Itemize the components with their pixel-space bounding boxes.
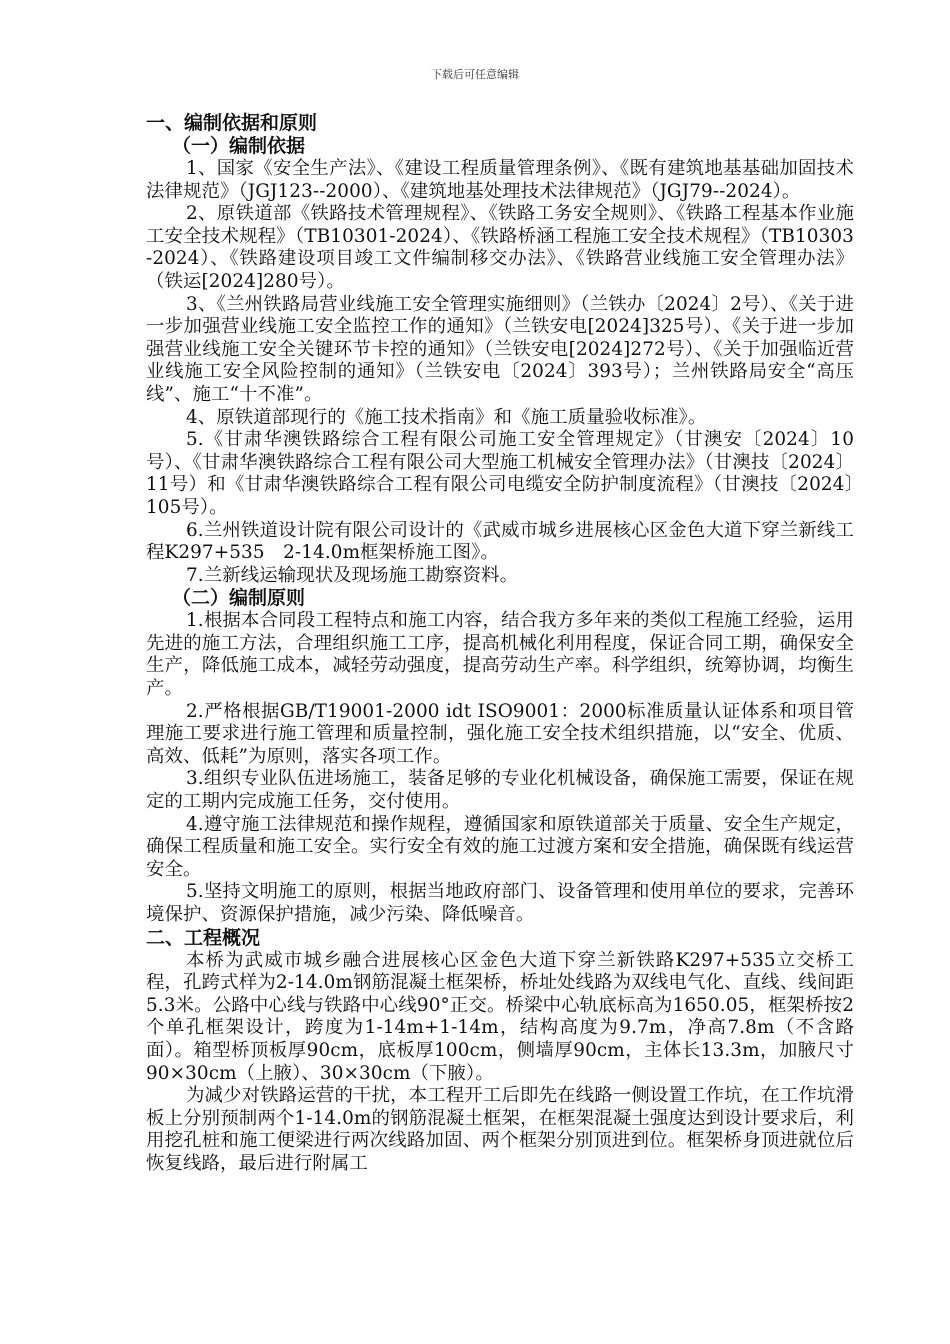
basis-item: 7.兰新线运输现状及现场施工勘察资料。 xyxy=(186,564,519,586)
principle-item: 2.严格根据GB/T19001-2000 idt ISO9001：2000标准质量认证体系和项目管理施工要求进行施工管理和质量控制，强化施工安全技术组织措施，以“安全、优质、高效、低耗”为原则，落实各项工作。 xyxy=(146,700,854,767)
overview-paragraph: 为减少对铁路运营的干扰，本工程开工后即先在线路一侧设置工作坑，在工作坑滑板上分别预制两个1-14.0m的钢筋混凝土框架，在框架混凝土强度达到设计要求后，利用挖孔桩和施工便梁进行两次线路加固、两个框架分别顶进到位。框架桥身顶进就位后恢复线路，最后进行附属工 xyxy=(146,1085,854,1174)
basis-item: 2、原铁道部《铁路技术管理规程》、《铁路工务安全规则》、《铁路工程基本作业施工安全技术规程》（TB10301-2024）、《铁路桥涵工程施工安全技术规程》（TB10303-2024）、《铁路建设项目竣工文件编制移交办法》、《铁路营业线施工安全管理办法》（铁运[2024]280号）。 xyxy=(146,203,854,292)
principle-item: 5.坚持文明施工的原则，根据当地政府部门、设备管理和使用单位的要求，完善环境保护、资源保护措施，减少污染、降低噪音。 xyxy=(146,881,854,925)
basis-item: 4、原铁道部现行的《施工技术指南》和《施工质量验收标准》。 xyxy=(186,406,707,428)
basis-item: 6.兰州铁道设计院有限公司设计的《武威市城乡进展核心区金色大道下穿兰新线工程K297+535 2-14.0m框架桥施工图》。 xyxy=(146,519,854,564)
principle-item: 4.遵守施工法律规范和操作规程，遵循国家和原铁道部关于质量、安全生产规定，确保工程质量和施工安全。实行安全有效的施工过渡方案和安全措施，确保既有线运营安全。 xyxy=(146,813,854,880)
basis-item: 5.《甘肃华澳铁路综合工程有限公司施工安全管理规定》（甘澳安〔2024〕10号）、《甘肃华澳铁路综合工程有限公司大型施工机械安全管理办法》（甘澳技〔2024〕11号）和《甘肃华澳铁路综合工程有限公司电缆安全防护制度流程》（甘澳技〔2024〕105号）。 xyxy=(146,429,854,518)
principle-item: 3.组织专业队伍进场施工，装备足够的专业化机械设备，确保施工需要，保证在规定的工期内完成施工任务，交付使用。 xyxy=(146,768,854,813)
basis-item: 1、国家《安全生产法》、《建设工程质量管理条例》、《既有建筑地基基础加固技术法律规范》（JGJ123--2000）、《建筑地基处理技术法律规范》（JGJ79--2024）。 xyxy=(146,158,854,202)
principle-item: 1.根据本合同段工程特点和施工内容，结合我方多年来的类似工程施工经验，运用先进的施工方法，合理组织施工工序，提高机械化利用程度，保证合同工期，确保安全生产，降低施工成本，减轻劳动强度，提高劳动生产率。科学组织，统筹协调，均衡生产。 xyxy=(146,610,854,700)
page-header-note: 下载后可任意编辑 xyxy=(431,68,519,81)
document-body xyxy=(146,112,854,1176)
basis-item: 3、《兰州铁路局营业线施工安全管理实施细则》（兰铁办〔2024〕2号）、《关于进一步加强营业线施工安全监控工作的通知》（兰铁安电[2024]325号）、《关于进一步加强营业线施工安全关键环节卡控的通知》（兰铁安电[2024]272号）、《关于加强临近营业线施工安全风险控制的通知》（兰铁安电〔2024〕393号）；兰州铁路局安全“高压线”、施工“十不准”。 xyxy=(146,293,854,405)
overview-paragraph: 本桥为武威市城乡融合进展核心区金色大道下穿兰新铁路K297+535立交桥工程，孔跨式样为2-14.0m钢筋混凝土框架桥，桥址处线路为双线电气化、直线、线间距5.3米。公路中心线与铁路中心线90°正交。桥梁中心轨底标高为1650.05，框架桥按2个单孔框架设计，跨度为1-14m+1-14m，结构高度为9.7m，净高7.8m（不含路面）。箱型桥顶板厚90cm，底板厚100cm，侧墙厚90cm，主体长13.3m，加腋尺寸90×30cm（上腋）、30×30cm（下腋）。 xyxy=(146,949,854,1084)
subsection-title-basis: （一）编制依据 xyxy=(172,135,306,157)
subsection-title-principles: （二）编制原则 xyxy=(172,587,306,610)
section-title-overview: 二、工程概况 xyxy=(146,926,261,949)
section-title-basis-principles: 一、编制依据和原则 xyxy=(146,112,318,134)
